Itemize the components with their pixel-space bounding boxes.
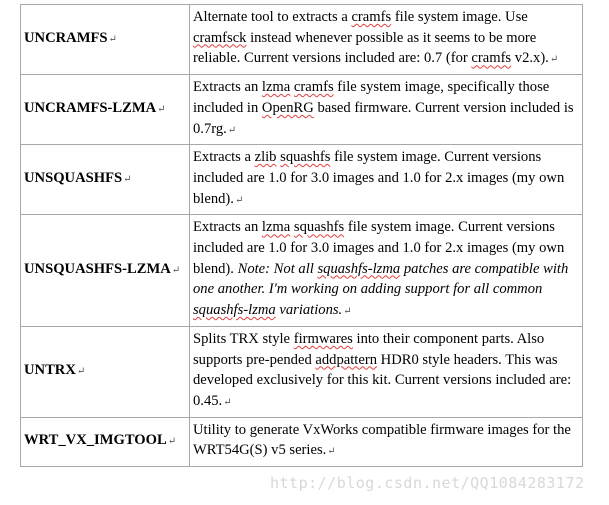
spellcheck-word: cramfs <box>351 9 392 25</box>
tool-name-cell <box>21 215 190 327</box>
tool-name-cell <box>21 417 190 466</box>
tool-description-cell <box>190 75 583 145</box>
table-row <box>21 5 583 75</box>
table-row <box>21 145 583 215</box>
spellcheck-word: OpenRG <box>261 99 314 116</box>
description-text: patches are compatible with one another. I'm working on adding support for all common <box>193 260 569 298</box>
tool-name: UNCRAMFS-LZMA <box>24 99 157 116</box>
description-text: v2.x). <box>511 50 549 67</box>
spellcheck-word: lzma <box>261 219 291 236</box>
spellcheck-word: lzma <box>261 79 291 96</box>
tool-name-cell <box>21 145 190 215</box>
description-text: instead whenever possible as it seems to be more reliable. Current versions included are: 0.7 (for <box>193 29 537 67</box>
table-row <box>21 326 583 417</box>
description-text: Splits TRX style <box>193 330 294 347</box>
description-text: file system image, specifically those included in <box>193 79 550 116</box>
paragraph-mark-icon: ↵ <box>549 54 559 66</box>
blog-watermark: http://blog.csdn.net/QQ1084283172 <box>270 474 585 492</box>
description-text: file system image. Current versions included are 1.0 for 3.0 images and 1.0 for 2.x images (my own blend). <box>193 149 565 207</box>
tool-name: UNTRX <box>24 361 76 378</box>
paragraph-mark-icon: ↵ <box>234 194 244 206</box>
paragraph-mark-icon: ↵ <box>227 124 237 136</box>
spellcheck-word: squashfs <box>280 149 331 166</box>
tool-description-cell <box>190 215 583 327</box>
spellcheck-word: squashfs <box>293 219 345 236</box>
spellcheck-word: squashfs-lzma <box>193 302 276 319</box>
spellcheck-word: firmwares <box>293 330 353 347</box>
description-text: into their component parts. Also supports pre-pended <box>193 330 545 368</box>
description-text: variations. <box>275 302 343 319</box>
description-text: file system image. Use <box>391 9 528 25</box>
paragraph-mark-icon: ↵ <box>76 365 86 377</box>
tools-table-body <box>21 5 583 467</box>
description-text: HDR0 style headers. This was developed exclusively for this kit. Current versions included are: 0.45. <box>193 351 572 409</box>
paragraph-mark-icon: ↵ <box>108 33 117 45</box>
tool-description-cell <box>190 145 583 215</box>
table-row <box>21 75 583 145</box>
tool-name: UNSQUASHFS <box>24 169 123 186</box>
paragraph-mark-icon: ↵ <box>343 306 352 318</box>
paragraph-mark-icon: ↵ <box>171 264 181 276</box>
paragraph-mark-icon: ↵ <box>123 173 132 185</box>
description-text: Extracts an <box>193 219 262 236</box>
paragraph-mark-icon: ↵ <box>157 103 166 115</box>
spellcheck-word: cramfsck <box>193 29 247 46</box>
tool-description-cell <box>190 417 583 466</box>
tools-table <box>20 4 583 467</box>
description-text: Extracts an <box>193 79 262 96</box>
description-text: Note: Not all <box>237 260 318 277</box>
tool-name-cell <box>21 5 190 75</box>
tool-description-cell <box>190 326 583 417</box>
spellcheck-word: zlib <box>254 149 277 166</box>
tool-name: UNCRAMFS <box>24 29 108 46</box>
description-text: Extracts a <box>193 149 255 166</box>
paragraph-mark-icon: ↵ <box>327 446 336 458</box>
spellcheck-word: cramfs <box>471 50 512 67</box>
description-text: Utility to generate VxWorks compatible firmware images for the WRT54G(S) v5 series. <box>193 421 571 459</box>
tool-name-cell <box>21 75 190 145</box>
tool-name-cell <box>21 326 190 417</box>
spellcheck-word: addpattern <box>315 351 377 368</box>
description-text: Alternate tool to extracts a <box>193 9 352 25</box>
spellcheck-word: squashfs-lzma <box>317 260 401 277</box>
tool-description-cell <box>190 5 583 75</box>
paragraph-mark-icon: ↵ <box>223 396 232 408</box>
description-text: based firmware. Current version included is 0.7rg. <box>193 99 574 137</box>
tool-name: UNSQUASHFS-LZMA <box>24 260 171 277</box>
description-text: file system image. Current versions included are 1.0 for 3.0 images and 1.0 for 2.x images (my own blend). <box>193 219 565 277</box>
table-row <box>21 215 583 327</box>
tool-name: WRT_VX_IMGTOOL <box>24 432 167 448</box>
spellcheck-word: cramfs <box>293 79 334 96</box>
table-row <box>21 417 583 466</box>
paragraph-mark-icon: ↵ <box>167 436 177 447</box>
